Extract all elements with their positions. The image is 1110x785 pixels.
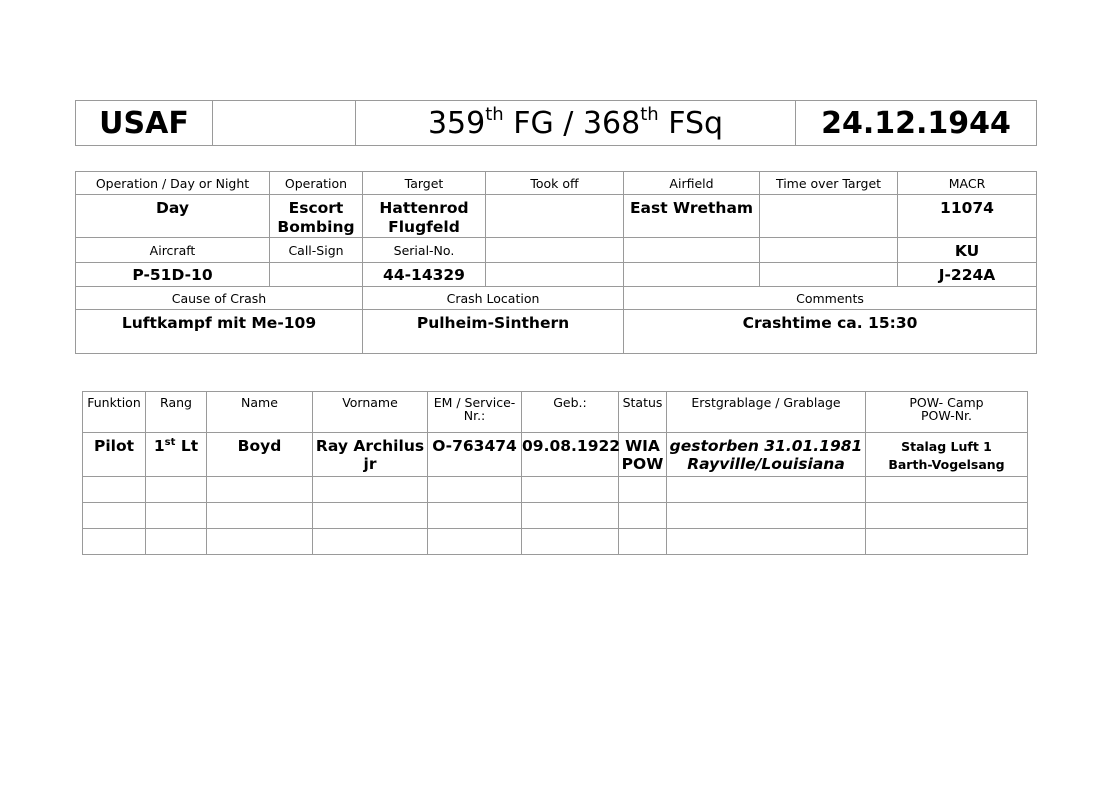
label-aircraft: Aircraft — [76, 238, 270, 263]
col-grablage: Erstgrablage / Grablage — [667, 392, 866, 433]
col-name: Name — [207, 392, 313, 433]
value-target: Hattenrod Flugfeld — [363, 195, 486, 238]
col-rang: Rang — [146, 392, 207, 433]
table-row — [83, 529, 1028, 555]
crew-vorname: Ray Archilus jr — [313, 433, 428, 477]
crew-rang: 1st Lt — [146, 433, 207, 477]
value-code-j224a: J-224A — [898, 263, 1037, 287]
operation-label-row — [76, 172, 1037, 195]
value-day-night: Day — [76, 195, 270, 238]
crew-name: Boyd — [207, 433, 313, 477]
label-call-sign: Call-Sign — [270, 238, 363, 263]
label-time-over-target: Time over Target — [760, 172, 898, 195]
crew-grablage: gestorben 31.01.1981 Rayville/Louisiana — [667, 433, 866, 477]
label-macr: MACR — [898, 172, 1037, 195]
crew-table — [82, 391, 1028, 555]
crew-funktion: Pilot — [83, 433, 146, 477]
label-op-day-night: Operation / Day or Night — [76, 172, 270, 195]
operation-value-row — [76, 195, 1037, 238]
value-macr: 11074 — [898, 195, 1037, 238]
operation-table — [75, 171, 1037, 354]
crash-value-row — [76, 310, 1037, 354]
date-cell — [796, 101, 1037, 146]
label-target: Target — [363, 172, 486, 195]
value-operation: Escort Bombing — [270, 195, 363, 238]
crew-status: WIA POW — [619, 433, 667, 477]
branch-cell — [76, 101, 213, 146]
value-call-sign — [270, 263, 363, 287]
col-vorname: Vorname — [313, 392, 428, 433]
aircraft-value-row — [76, 263, 1037, 287]
col-pow-camp: POW- Camp POW-Nr. — [866, 392, 1028, 433]
value-comments: Crashtime ca. 15:30 — [624, 310, 1037, 354]
value-location: Pulheim-Sinthern — [363, 310, 624, 354]
crew-header-row — [83, 392, 1028, 433]
label-operation: Operation — [270, 172, 363, 195]
date: 24.12.1944 — [821, 105, 1011, 141]
label-location: Crash Location — [363, 287, 624, 310]
table-row — [83, 477, 1028, 503]
unit-title: 359th FG / 368th FSq — [427, 103, 724, 141]
blank-cell — [760, 263, 898, 287]
crew-pow-camp: Stalag Luft 1 Barth-Vogelsang — [866, 433, 1028, 477]
aircraft-label-row — [76, 238, 1037, 263]
value-cause: Luftkampf mit Me-109 — [76, 310, 363, 354]
crew-em: O-763474 — [428, 433, 522, 477]
label-comments: Comments — [624, 287, 1037, 310]
value-time-over-target — [760, 195, 898, 238]
table-row — [83, 503, 1028, 529]
label-serial: Serial-No. — [363, 238, 486, 263]
value-serial: 44-14329 — [363, 263, 486, 287]
branch: USAF — [99, 105, 189, 141]
blank-cell — [486, 263, 624, 287]
value-airfield: East Wretham — [624, 195, 760, 238]
blank-header-cell — [213, 101, 356, 146]
header-table — [75, 100, 1037, 146]
label-airfield: Airfield — [624, 172, 760, 195]
unit-cell — [356, 101, 796, 146]
value-aircraft: P-51D-10 — [76, 263, 270, 287]
blank-cell — [624, 238, 760, 263]
label-took-off: Took off — [486, 172, 624, 195]
crash-label-row — [76, 287, 1037, 310]
value-code-ku: KU — [898, 238, 1037, 263]
crew-geb: 09.08.1922 — [522, 433, 619, 477]
value-took-off — [486, 195, 624, 238]
blank-cell — [624, 263, 760, 287]
col-em-service-nr: EM / Service- Nr.: — [428, 392, 522, 433]
col-funktion: Funktion — [83, 392, 146, 433]
col-geb: Geb.: — [522, 392, 619, 433]
blank-cell — [760, 238, 898, 263]
blank-cell — [486, 238, 624, 263]
label-cause: Cause of Crash — [76, 287, 363, 310]
col-status: Status — [619, 392, 667, 433]
table-row — [83, 433, 1028, 477]
